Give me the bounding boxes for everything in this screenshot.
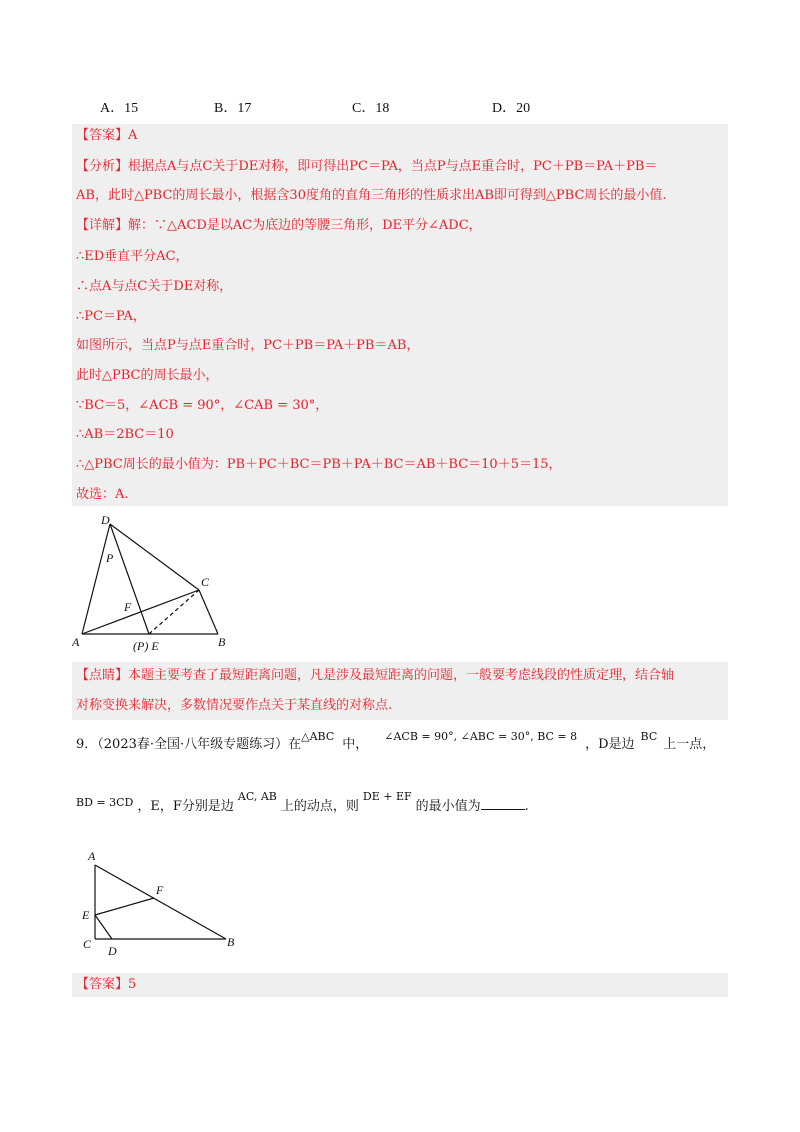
question-9-line-1 xyxy=(76,730,716,754)
comment-text-1: 本题主要考查了最短距离问题，凡是涉及最短距离的问题，一般要考虑线段的性质定理，结合轴 xyxy=(128,668,675,683)
answer-9-line xyxy=(76,976,136,994)
analysis-line-1 xyxy=(76,158,657,176)
label-pe: (P) E xyxy=(133,639,159,653)
detail-line-9: ∴△PBC周长的最小值为：PB＋PC＋BC＝PB＋PA＋BC＝AB＋BC＝10＋5＝15， xyxy=(76,457,562,472)
comment-line-1 xyxy=(76,667,674,685)
label-c: C xyxy=(201,575,210,589)
label-p: P xyxy=(106,551,114,565)
segment-ef xyxy=(95,898,154,915)
label-b-2: B xyxy=(227,935,235,949)
question-mid: 中， xyxy=(342,737,369,752)
label-e-2: E xyxy=(82,908,90,922)
comment-tag: 【点睛】 xyxy=(76,668,129,683)
label-b: B xyxy=(218,635,226,649)
option-c: C．18 xyxy=(352,101,390,116)
question-ef-text: ，E，F分别是边 xyxy=(137,799,234,814)
question-point-on: 上一点， xyxy=(663,737,716,752)
question-d-is: ，D是边 xyxy=(585,737,635,752)
question-9-line-2 xyxy=(76,790,529,816)
solution-background xyxy=(72,124,728,506)
option-a: A．15 xyxy=(100,101,139,116)
answer-tag: 【答案】 xyxy=(76,128,129,143)
segment-bc-label: BC xyxy=(640,730,658,743)
answer-line xyxy=(76,127,137,145)
bd-relation: BD = 3CD xyxy=(76,796,134,809)
analysis-tag: 【分析】 xyxy=(76,159,129,174)
detail-line-1 xyxy=(76,217,482,235)
answer-blank xyxy=(481,809,525,810)
detail-line-4: ∴PC＝PA， xyxy=(76,309,146,324)
question-period: . xyxy=(524,799,529,814)
label-d-2: D xyxy=(108,944,117,958)
detail-tag: 【详解】 xyxy=(76,218,129,233)
detail-line-8: ∴AB＝2BC＝10 xyxy=(76,427,174,442)
segment-ab-2 xyxy=(95,865,226,939)
comment-line-2: 对称变换来解决，多数情况要作点关于某直线的对称点. xyxy=(76,698,393,713)
label-f-2: F xyxy=(156,883,164,897)
detail-line-3: ∴点A与点C关于DE对称， xyxy=(76,279,233,294)
detail-line-10: 故选：A. xyxy=(76,487,129,502)
question-source: （2023春·全国·八年级专题练习）在 xyxy=(97,737,302,752)
detail-text-1: 解：∵△ACD是以AC为底边的等腰三角形，DE平分∠ADC， xyxy=(128,218,482,233)
sides-ac-ab: AC, AB xyxy=(237,790,277,803)
figure-1-diagram xyxy=(72,512,228,657)
sum-de-ef: DE + EF xyxy=(362,790,412,803)
question-moving: 上的动点，则 xyxy=(280,799,359,814)
answer-9-background xyxy=(72,973,728,997)
question-number: 9． xyxy=(76,737,98,752)
analysis-text-1: 根据点A与点C关于DE对称，即可得出PC＝PA，当点P与点E重合时，PC＋PB＝PA＋PB＝ xyxy=(128,159,658,174)
segment-ed xyxy=(95,915,112,939)
label-f: F xyxy=(124,600,132,614)
option-b: B．17 xyxy=(214,101,252,116)
label-d: D xyxy=(101,513,110,527)
detail-line-5: 如图所示，当点P与点E重合时，PC＋PB＝PA＋PB＝AB， xyxy=(76,338,420,353)
detail-line-2: ∴ED垂直平分AC， xyxy=(76,249,189,264)
analysis-line-2: AB，此时△PBC的周长最小，根据含30度角的直角三角形的性质求出AB即可得到△PBC周长的最小值. xyxy=(76,188,667,203)
label-a: A xyxy=(72,635,80,649)
answer-9-value: 5 xyxy=(128,977,137,992)
figure-2-diagram xyxy=(78,842,248,964)
label-c-2: C xyxy=(83,937,92,951)
answer-9-tag: 【答案】 xyxy=(76,977,129,992)
answer-value: A xyxy=(128,128,138,143)
answer-options xyxy=(100,97,660,119)
label-a-2: A xyxy=(88,849,96,863)
question-minval: 的最小值为 xyxy=(415,799,481,814)
question-condition: ∠ACB = 90°, ∠ABC = 30°, BC = 8 xyxy=(384,730,578,743)
option-d: D．20 xyxy=(492,101,531,116)
triangle-abc: △ABC xyxy=(301,730,335,743)
detail-line-7: ∵BC＝5，∠ACB = 90°，∠CAB = 30°， xyxy=(76,398,329,413)
detail-line-6: 此时△PBC的周长最小， xyxy=(76,368,219,383)
